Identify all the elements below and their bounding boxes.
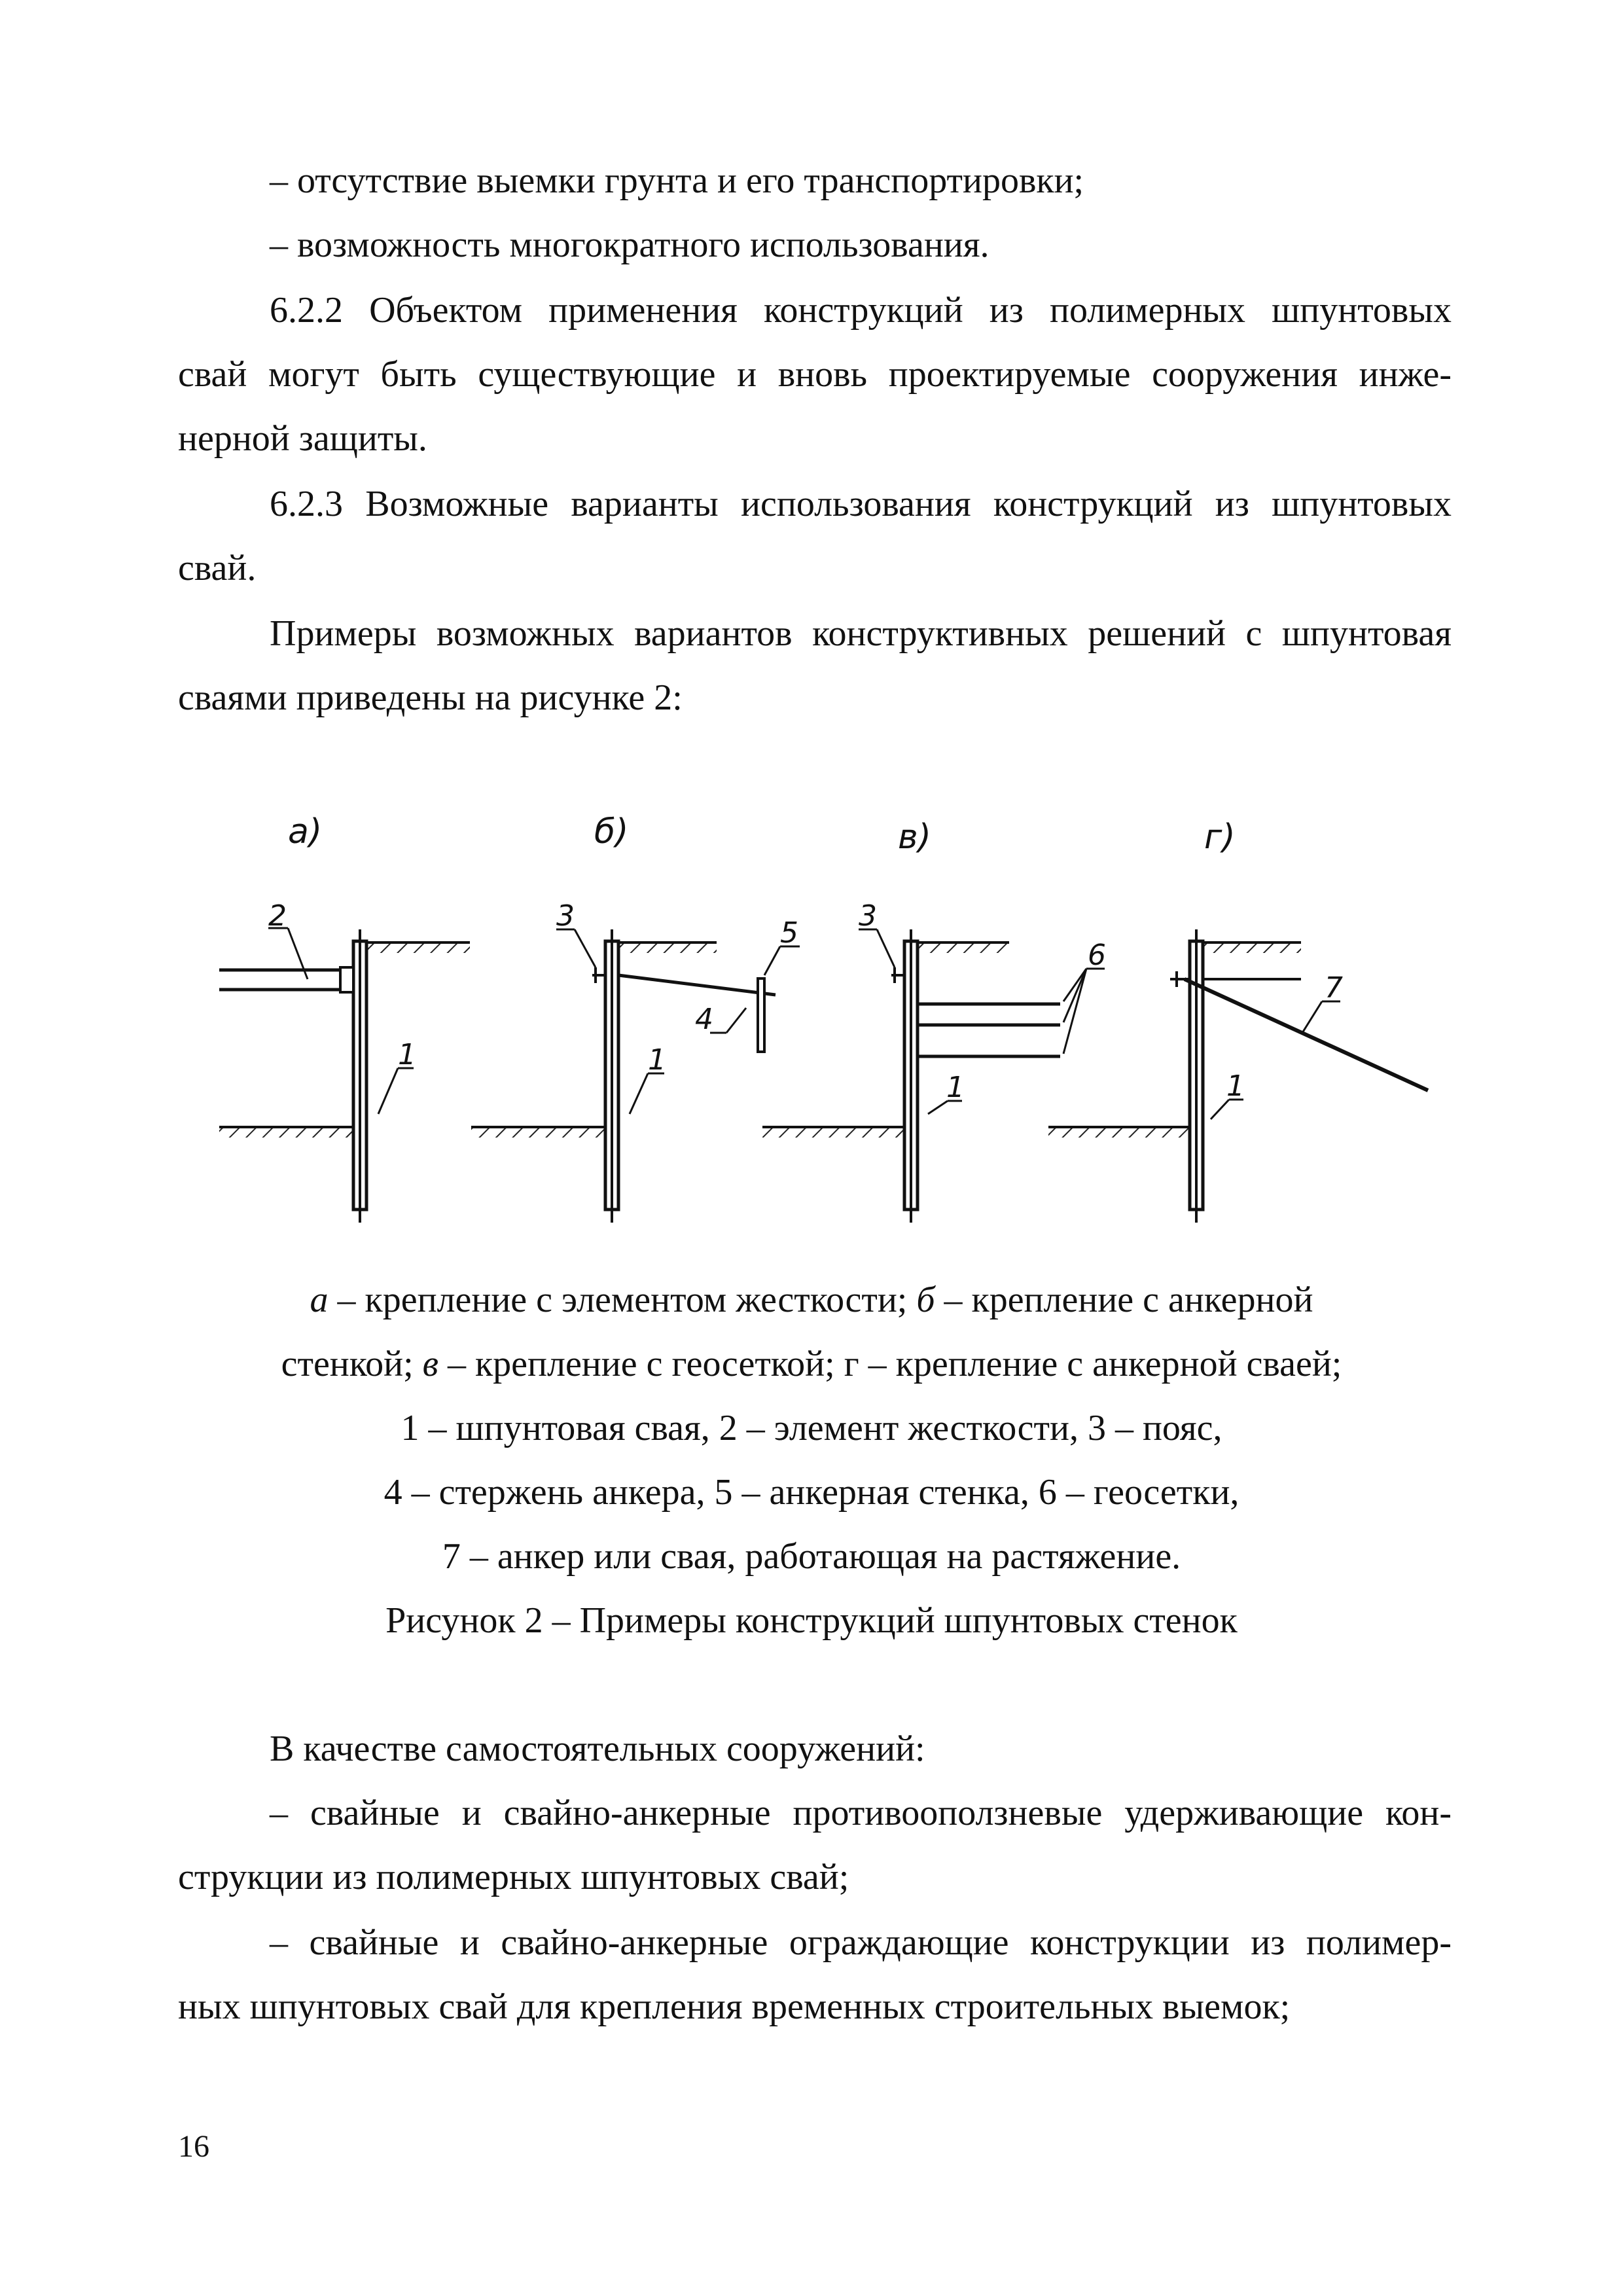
number-1-g: 1	[1226, 1069, 1245, 1103]
label-variant-b: б)	[594, 812, 629, 852]
caption-line5: 7 – анкер или свая, работающая на растяжение.	[442, 1536, 1181, 1577]
caption-letter-b: б	[916, 1280, 935, 1320]
diagram-variant-v	[762, 929, 1105, 1223]
number-1-v: 1	[946, 1071, 965, 1104]
figure-sheet-pile-examples	[0, 805, 1623, 1263]
caption-line4: 4 – стержень анкера, 5 – анкерная стенка, 6 – геосетки,	[383, 1472, 1240, 1513]
para-examples-line2: сваями приведены на рисунке 2:	[178, 677, 683, 718]
number-4: 4	[695, 1003, 713, 1036]
page-number: 16	[178, 2129, 209, 2164]
list-item-landslide-line1: – свайные и свайно-анкерные противооползневые удерживающие кон-	[270, 1793, 1452, 1833]
number-1-a: 1	[398, 1038, 416, 1071]
para-622-line1: 6.2.2 Объектом применения конструкций из полимерных шпунтовых	[270, 290, 1452, 331]
para-examples-line1: Примеры возможных вариантов конструктивных решений с шпунтовая	[270, 613, 1452, 654]
number-3-b: 3	[556, 899, 575, 933]
diagram-variant-b	[471, 929, 800, 1223]
caption-letter-v: в	[422, 1344, 438, 1384]
caption-text-v-g: – крепление с геосеткой; г – крепление с анкерной сваей;	[438, 1344, 1342, 1384]
number-3-v: 3	[859, 899, 877, 933]
caption-letter-a: а	[310, 1280, 329, 1320]
para-622-line3: нерной защиты.	[178, 418, 427, 459]
caption-text-b: – крепление с анкерной	[935, 1280, 1313, 1320]
list-item-enclosing-line1: – свайные и свайно-анкерные ограждающие конструкции из полимер-	[270, 1922, 1452, 1963]
caption-line1	[0, 1282, 1623, 1318]
label-variant-a: а)	[288, 812, 323, 852]
number-1-b: 1	[648, 1043, 666, 1077]
para-standalone: В качестве самостоятельных сооружений:	[270, 1729, 925, 1769]
label-variant-v: в)	[898, 817, 931, 857]
caption-line3: 1 – шпунтовая свая, 2 – элемент жесткости, 3 – пояс,	[401, 1408, 1222, 1448]
label-variant-g: г)	[1204, 817, 1236, 857]
list-item-no-excavation: – отсутствие выемки грунта и его транспортировки;	[270, 160, 1084, 201]
list-item-enclosing-line2: ных шпунтовых свай для крепления временных строительных выемок;	[178, 1986, 1291, 2027]
list-item-landslide-line2: струкции из полимерных шпунтовых свай;	[178, 1857, 849, 1897]
para-623-line2: свай.	[178, 548, 257, 588]
number-5: 5	[780, 916, 798, 950]
para-622-line2: свай могут быть существующие и вновь проектируемые сооружения инже-	[178, 354, 1452, 395]
caption-line2	[0, 1346, 1623, 1382]
number-2: 2	[268, 899, 287, 933]
diagram-variant-a	[219, 928, 470, 1223]
para-623-line1: 6.2.3 Возможные варианты использования конструкций из шпунтовых	[270, 484, 1452, 524]
figure-title: Рисунок 2 – Примеры конструкций шпунтовых стенок	[385, 1600, 1238, 1641]
list-item-reuse: – возможность многократного использования.	[270, 224, 990, 265]
caption-text-stenkoy: стенкой;	[281, 1344, 423, 1384]
number-7: 7	[1325, 971, 1343, 1005]
number-6: 6	[1088, 939, 1106, 972]
caption-text-a: – крепление с элементом жесткости;	[328, 1280, 917, 1320]
